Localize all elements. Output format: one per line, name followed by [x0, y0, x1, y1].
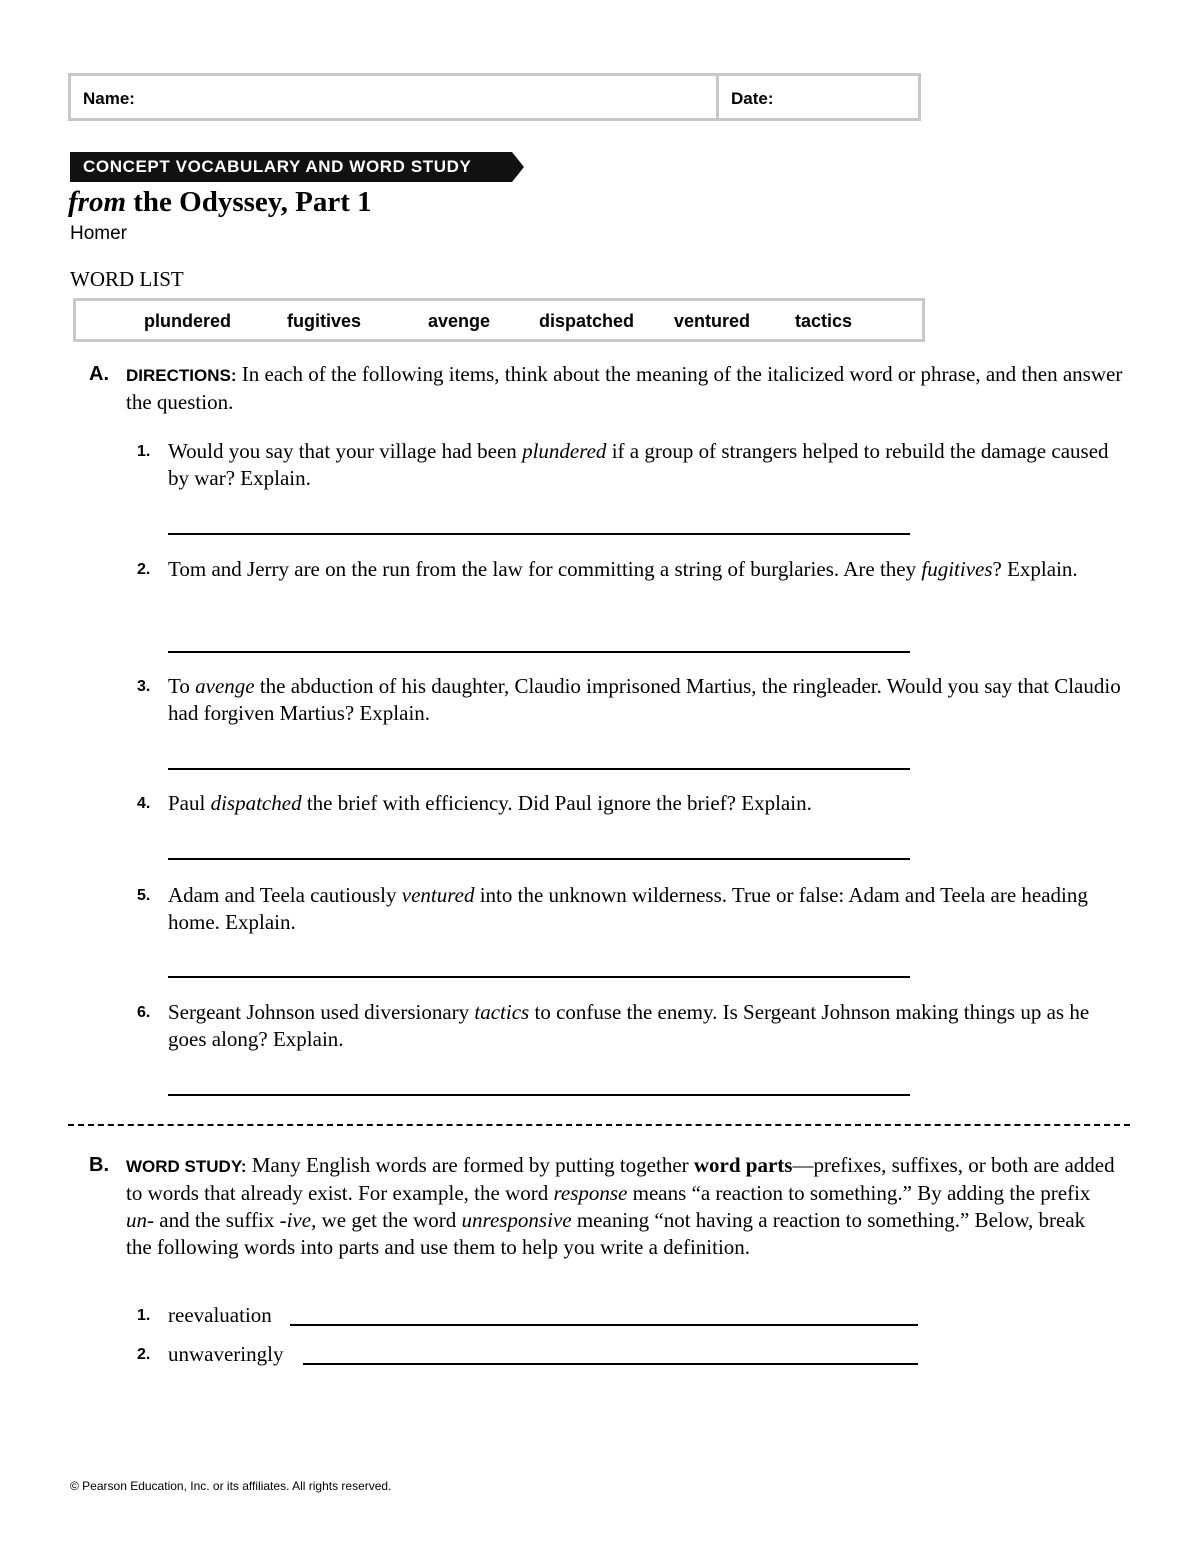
study-word: unwaveringly	[168, 1342, 284, 1366]
word-list-item: tactics	[795, 311, 853, 331]
word-list-heading: WORD LIST	[70, 267, 184, 291]
answer-line[interactable]	[168, 533, 910, 535]
copyright-footer: © Pearson Education, Inc. or its affiliates. All rights reserved.	[70, 1479, 392, 1493]
example-word: response	[553, 1181, 628, 1205]
page-title	[68, 186, 372, 219]
name-field[interactable]	[71, 76, 719, 118]
word-list-box	[73, 298, 925, 342]
question-text-part: Sergeant Johnson used diversionary	[168, 1000, 475, 1024]
date-label: Date:	[731, 89, 774, 108]
vocab-word: ventured	[401, 883, 475, 907]
question-text-part: the brief with efficiency. Did Paul ignore the brief? Explain.	[301, 791, 812, 815]
title-rest: the Odyssey, Part 1	[126, 186, 372, 218]
date-field[interactable]	[719, 76, 918, 118]
question-text-part: Paul	[168, 791, 211, 815]
answer-line[interactable]	[168, 651, 910, 653]
vocab-word: tactics	[474, 1000, 530, 1024]
answer-line[interactable]	[168, 858, 910, 860]
question-text	[168, 882, 1130, 936]
answer-line[interactable]	[303, 1363, 918, 1365]
section-b-letter: B.	[89, 1154, 109, 1176]
directions-text: Many English words are formed by putting together	[246, 1153, 694, 1177]
directions-text: meaning “not having a reaction to something.” Below, break the following words into parts and use them to help you write a definition.	[126, 1208, 1086, 1259]
word-list-item: dispatched	[539, 311, 635, 331]
title-from: from	[68, 186, 126, 218]
vocab-word: dispatched	[210, 791, 302, 815]
item-number: 2.	[137, 1346, 151, 1363]
item-number: 3.	[137, 678, 151, 695]
item-number: 6.	[137, 1004, 151, 1021]
question-text-part: To	[168, 674, 196, 698]
word-parts-term: word parts	[693, 1153, 793, 1177]
word-list-item: fugitives	[287, 311, 362, 331]
question-text-part: if a group of strangers helped to rebuild the damage caused by war? Explain.	[168, 439, 1109, 490]
word-list-item: ventured	[674, 311, 751, 331]
question-text	[168, 438, 1113, 492]
dashed-divider	[68, 1124, 1130, 1126]
section-a-letter: A.	[89, 363, 109, 385]
answer-line[interactable]	[168, 976, 910, 978]
directions-text: and the suffix	[154, 1208, 280, 1232]
name-date-box	[68, 73, 921, 121]
question-text	[168, 556, 1123, 583]
question-text-part: to confuse the enemy. Is Sergeant Johnson making things up as he goes along? Explain.	[168, 1000, 1090, 1051]
question-text	[168, 673, 1128, 727]
example-word: unresponsive	[461, 1208, 572, 1232]
directions-text: we get the word	[316, 1208, 462, 1232]
answer-line[interactable]	[168, 1094, 910, 1096]
section-a-directions	[126, 361, 1136, 416]
question-text	[168, 999, 1128, 1053]
question-text-part: Adam and Teela cautiously	[168, 883, 402, 907]
study-word: reevaluation	[168, 1303, 272, 1327]
directions-text: —prefixes, suffixes, or both are added to words that already exist. For example, the word	[126, 1153, 1115, 1205]
answer-line[interactable]	[290, 1324, 918, 1326]
item-number: 2.	[137, 561, 151, 578]
suffix-example: -ive,	[279, 1208, 317, 1232]
section-banner	[70, 152, 512, 182]
word-list-item: avenge	[428, 311, 491, 331]
vocab-word: plundered	[522, 439, 607, 463]
author: Homer	[70, 223, 128, 244]
question-text-part: Would you say that your village had been	[168, 439, 523, 463]
section-b-directions	[126, 1152, 1116, 1261]
question-text-part: ? Explain.	[992, 557, 1078, 581]
directions-text: means “a reaction to something.” By adding the prefix	[627, 1181, 1091, 1205]
question-text-part: into the unknown wilderness. True or false: Adam and Teela are heading home. Explain.	[168, 883, 1088, 934]
item-number: 1.	[137, 443, 151, 460]
question-text	[168, 790, 1123, 817]
name-label: Name:	[83, 89, 135, 108]
directions-label: DIRECTIONS:	[126, 366, 237, 385]
directions-text: In each of the following items, think about the meaning of the italicized word or phrase, and then answer the question.	[126, 362, 1123, 414]
vocab-word: avenge	[195, 674, 255, 698]
answer-line[interactable]	[168, 768, 910, 770]
question-text-part: Tom and Jerry are on the run from the law for committing a string of burglaries. Are they	[168, 557, 922, 581]
item-number: 4.	[137, 795, 151, 812]
item-number: 1.	[137, 1307, 151, 1324]
item-number: 5.	[137, 887, 151, 904]
banner-text: CONCEPT VOCABULARY AND WORD STUDY	[83, 157, 472, 176]
prefix-example: un-	[126, 1208, 154, 1232]
word-study-label: WORD STUDY:	[126, 1157, 247, 1176]
word-list-item: plundered	[144, 311, 232, 331]
question-text-part: the abduction of his daughter, Claudio imprisoned Martius, the ringleader. Would you say that Claudio had forgiven Martius? Explain.	[168, 674, 1121, 725]
vocab-word: fugitives	[921, 557, 993, 581]
